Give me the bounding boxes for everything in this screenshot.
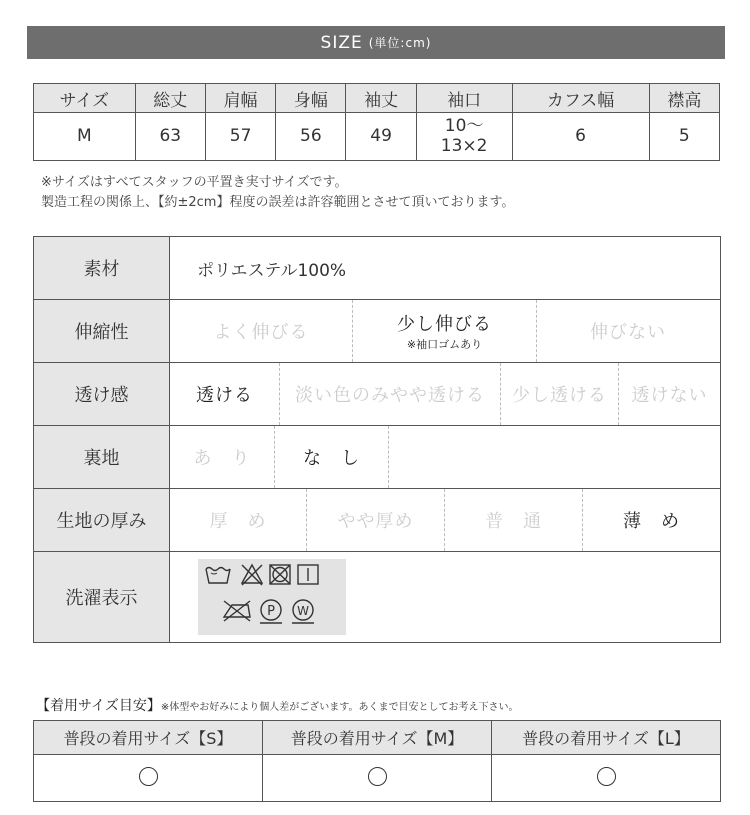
size-title: SIZE xyxy=(320,32,363,53)
col-shoulder: 肩幅 xyxy=(205,84,275,113)
no-iron-icon xyxy=(224,601,250,621)
col-length: 総丈 xyxy=(135,84,205,113)
cell-cuff-opening: 10〜 13×2 xyxy=(416,113,512,161)
line-dry-icon xyxy=(298,565,318,584)
cell-cuff-width: 6 xyxy=(512,113,649,161)
thickness-option-slightly-thick: やや厚め xyxy=(307,489,445,551)
cell-shoulder: 57 xyxy=(205,113,275,161)
material-label: 素材 xyxy=(34,237,170,300)
note-tolerance: 製造工程の関係上、【約±2cm】程度の誤差は許容範囲とさせて頂いております。 xyxy=(41,195,515,210)
fit-mark-s xyxy=(34,755,263,802)
col-chest: 身幅 xyxy=(276,84,346,113)
thickness-option-thin: 薄 め xyxy=(623,511,680,532)
fit-mark-l-icon xyxy=(597,767,616,786)
thickness-option-normal: 普 通 xyxy=(445,489,583,551)
thickness-option-thick: 厚 め xyxy=(170,489,307,551)
stretch-note: ※袖口ゴムあり xyxy=(406,338,483,351)
no-bleach-icon xyxy=(242,565,262,585)
svg-text:W: W xyxy=(297,604,309,618)
dry-clean-p-icon xyxy=(260,600,282,623)
fit-mark-s-icon xyxy=(139,767,158,786)
sheer-option-light-colors: 淡い色のみやや透ける xyxy=(280,363,501,425)
fit-table xyxy=(33,720,721,802)
no-tumble-dry-icon xyxy=(270,565,290,584)
cell-length: 63 xyxy=(135,113,205,161)
cell-size: M xyxy=(34,113,136,161)
lining-option-yes: あ り xyxy=(170,426,275,488)
fit-col-m: 普段の着用サイズ【M】 xyxy=(263,721,492,755)
sheer-option-slight: 少し透ける xyxy=(501,363,619,425)
care-label: 洗濯表示 xyxy=(34,552,170,643)
fit-col-s: 普段の着用サイズ【S】 xyxy=(34,721,263,755)
col-cuff-opening: 袖口 xyxy=(416,84,512,113)
wash-30-icon xyxy=(206,568,230,584)
col-cuff-width: カフス幅 xyxy=(512,84,649,113)
col-collar-height: 襟高 xyxy=(649,84,719,113)
wet-clean-w-icon xyxy=(292,600,314,623)
cell-sleeve: 49 xyxy=(346,113,416,161)
svg-text:P: P xyxy=(267,604,275,619)
stretch-label: 伸縮性 xyxy=(34,300,170,363)
sheer-option-none: 透けない xyxy=(631,385,708,406)
material-value: ポリエステル100% xyxy=(197,260,347,281)
stretch-option-slight-label: 少し伸びる xyxy=(397,314,492,335)
stretch-option-none: 伸びない xyxy=(590,322,666,343)
size-unit: (単位:cm) xyxy=(368,36,432,50)
stretch-option-high: よく伸びる xyxy=(170,300,353,362)
thickness-label: 生地の厚み xyxy=(34,489,170,552)
lining-empty xyxy=(389,426,719,488)
fit-heading xyxy=(36,695,518,715)
fit-mark-m-icon xyxy=(368,767,387,786)
col-size: サイズ xyxy=(34,84,136,113)
stretch-option-slight xyxy=(353,300,537,362)
fit-col-l: 普段の着用サイズ【L】 xyxy=(492,721,721,755)
cell-collar-height: 5 xyxy=(649,113,719,161)
col-sleeve: 袖丈 xyxy=(346,84,416,113)
sheer-option-sheer: 透ける xyxy=(170,363,280,425)
fit-note: ※体型やお好みにより個人差がございます。あくまで目安としてお考え下さい。 xyxy=(160,702,519,713)
care-symbols xyxy=(198,559,346,635)
fit-title: 【着用サイズ目安】 xyxy=(36,698,161,714)
lining-label: 裏地 xyxy=(34,426,170,489)
size-table xyxy=(33,83,720,161)
size-header xyxy=(27,26,725,59)
sheer-label: 透け感 xyxy=(34,363,170,426)
fit-mark-l xyxy=(492,755,721,802)
lining-option-no: な し xyxy=(275,426,389,488)
attribute-table xyxy=(33,236,721,643)
fit-mark-m xyxy=(263,755,492,802)
note-measure: ※サイズはすべてスタッフの平置き実寸サイズです。 xyxy=(41,175,348,190)
cell-chest: 56 xyxy=(276,113,346,161)
